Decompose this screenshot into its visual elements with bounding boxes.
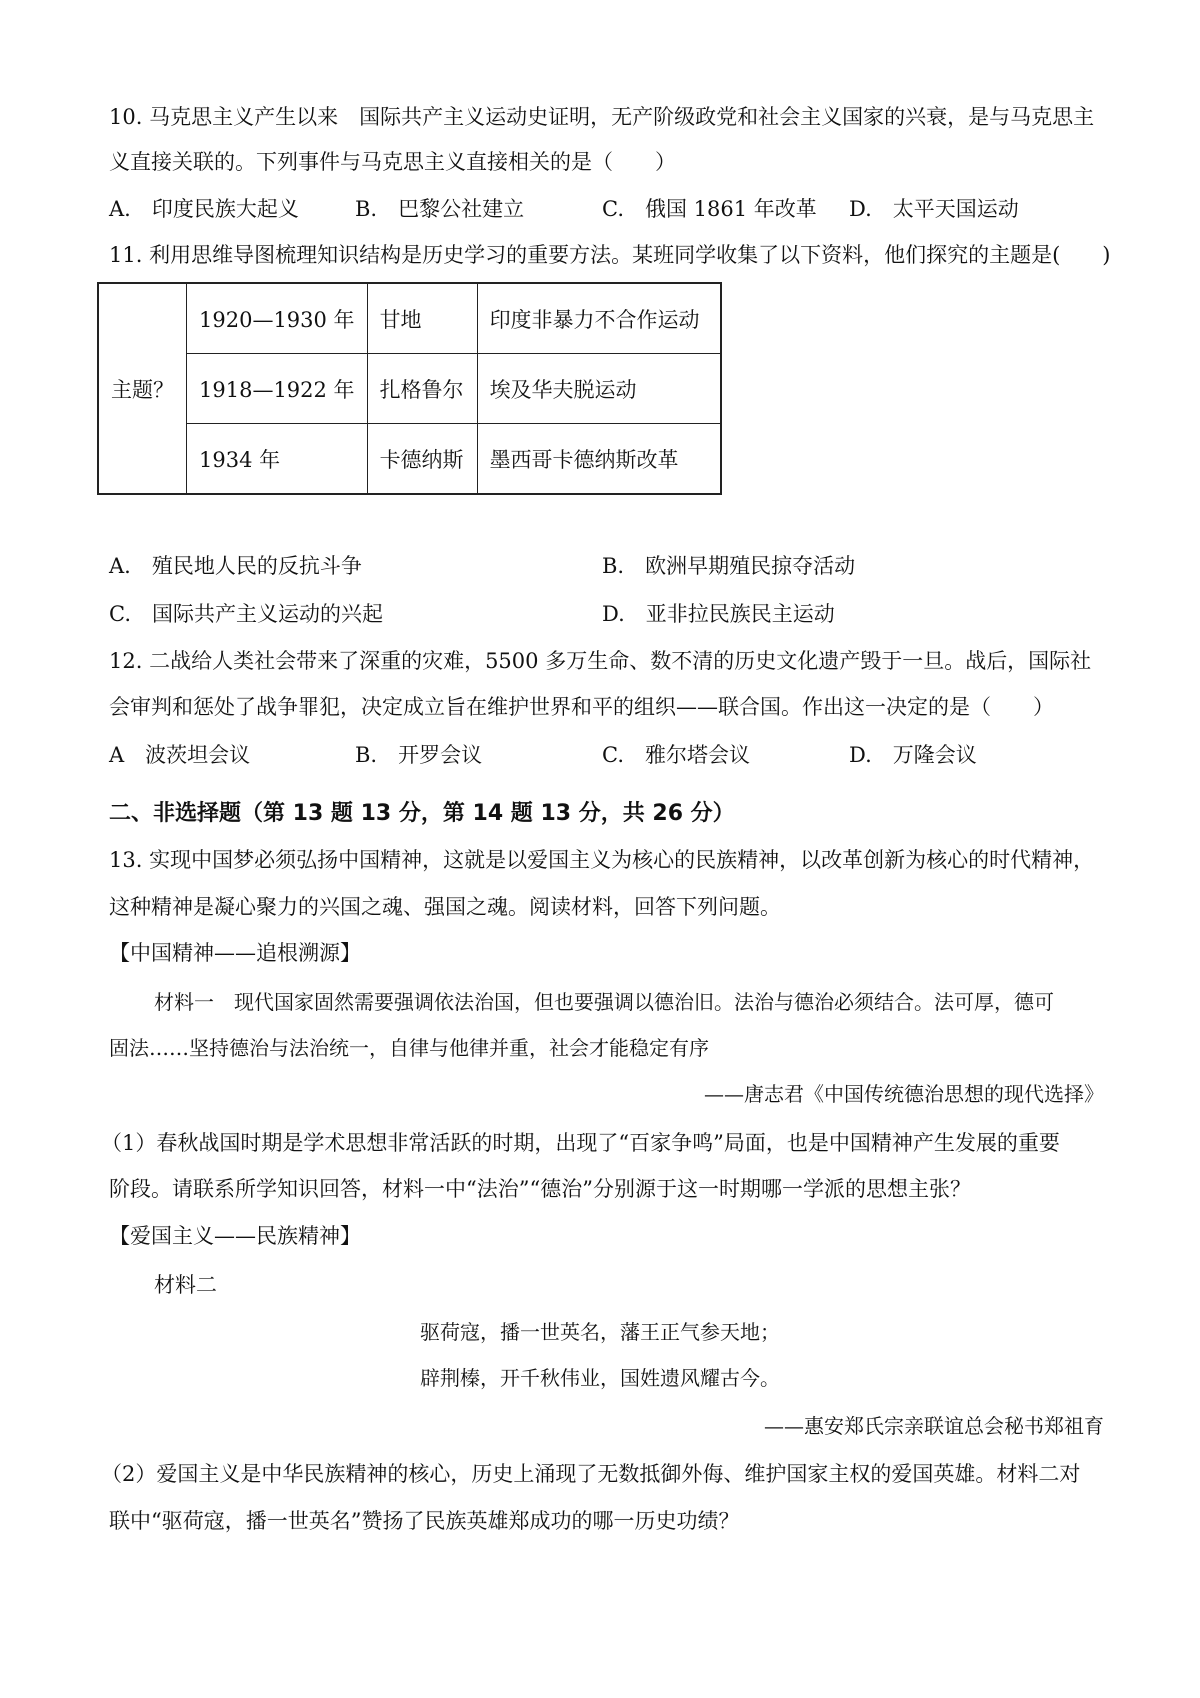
period-cell: 1918—1922 年	[187, 354, 368, 424]
table-row	[98, 354, 721, 424]
period-cell: 1934 年	[187, 424, 368, 495]
material2-source: ——惠安郑氏宗亲联谊总会秘书郑祖育	[764, 1414, 1104, 1438]
q12-stem-line2: 会审判和惩处了战争罪犯，决定成立旨在维护世界和平的组织——联合国。作出这一决定的是（ ）	[109, 695, 1054, 719]
q12-option-b: B. 开罗会议	[355, 743, 483, 767]
material2-label: 材料二	[154, 1273, 217, 1297]
q11-option-d: D. 亚非拉民族民主运动	[602, 602, 835, 626]
q10-option-a: A. 印度民族大起义	[109, 197, 299, 221]
section-heading: 二、非选择题（第 13 题 13 分，第 14 题 13 分，共 26 分）	[109, 801, 735, 826]
couplet-line2: 辟荆榛，开千秋伟业，国姓遗风耀古今。	[420, 1366, 780, 1390]
q10-option-d: D. 太平天国运动	[849, 197, 1019, 221]
event-cell: 墨西哥卡德纳斯改革	[477, 424, 721, 495]
period-cell: 1920—1930 年	[187, 283, 368, 354]
person-cell: 扎格鲁尔	[367, 354, 477, 424]
q11-stem: 11. 利用思维导图梳理知识结构是历史学习的重要方法。某班同学收集了以下资料，他们探究的主题是( )	[109, 243, 1111, 267]
q12-option-c: C. 雅尔塔会议	[602, 743, 750, 767]
topic-label-cell: 主题？	[98, 283, 187, 494]
material1-line1: 材料一 现代国家固然需要强调依法治国，但也要强调以德治旧。法治与德治必须结合。法可厚，德可	[154, 990, 1054, 1014]
q13-sub2-line1: （2）爱国主义是中华民族精神的核心，历史上涌现了无数抵御外侮、维护国家主权的爱国英雄。材料二对	[101, 1462, 1081, 1486]
q13-sub2-line2: 联中“驱荷寇，播一世英名”赞扬了民族英雄郑成功的哪一历史功绩？	[109, 1509, 740, 1533]
block-title-patriotism: 【爱国主义——民族精神】	[109, 1224, 361, 1248]
q13-sub1-line2: 阶段。请联系所学知识回答，材料一中“法治”“德治”分别源于这一时期哪一学派的思想主张？	[109, 1177, 971, 1201]
material1-line2: 固法……坚持德治与法治统一，自律与他律并重，社会才能稳定有序	[109, 1036, 709, 1060]
person-cell: 甘地	[367, 283, 477, 354]
table-row	[98, 424, 721, 495]
q10-option-b: B. 巴黎公社建立	[355, 197, 525, 221]
q13-sub1-line1: （1）春秋战国时期是学术思想非常活跃的时期，出现了“百家争鸣”局面，也是中国精神产生发展的重要	[101, 1131, 1060, 1155]
q12-stem-line1: 12. 二战给人类社会带来了深重的灾难，5500 多万生命、数不清的历史文化遗产毁于一旦。战后，国际社	[109, 649, 1092, 673]
table-row	[98, 283, 721, 354]
q12-option-a: A 波茨坦会议	[109, 743, 251, 767]
q10-option-c: C. 俄国 1861 年改革	[602, 197, 817, 221]
block-title-china-spirit: 【中国精神——追根溯源】	[109, 941, 361, 965]
q12-option-d: D. 万隆会议	[849, 743, 977, 767]
event-cell: 埃及华夫脱运动	[477, 354, 721, 424]
material1-source: ——唐志君《中国传统德治思想的现代选择》	[704, 1082, 1104, 1106]
couplet-line1: 驱荷寇，播一世英名，藩王正气参天地；	[420, 1320, 780, 1344]
q13-stem-line1: 13. 实现中国梦必须弘扬中国精神，这就是以爱国主义为核心的民族精神，以改革创新为核心的时代精神，	[109, 848, 1095, 872]
q10-stem-line1: 10. 马克思主义产生以来 国际共产主义运动史证明，无产阶级政党和社会主义国家的兴衰，是与马克思主	[109, 105, 1095, 129]
q13-stem-line2: 这种精神是凝心聚力的兴国之魂、强国之魂。阅读材料，回答下列问题。	[109, 895, 781, 919]
q11-topic-table	[97, 282, 722, 495]
q11-option-b: B. 欧洲早期殖民掠夺活动	[602, 554, 856, 578]
person-cell: 卡德纳斯	[367, 424, 477, 495]
q10-stem-line2: 义直接关联的。下列事件与马克思主义直接相关的是（ ）	[109, 150, 676, 174]
q11-option-a: A. 殖民地人民的反抗斗争	[109, 554, 362, 578]
event-cell: 印度非暴力不合作运动	[477, 283, 721, 354]
q11-option-c: C. 国际共产主义运动的兴起	[109, 602, 383, 626]
